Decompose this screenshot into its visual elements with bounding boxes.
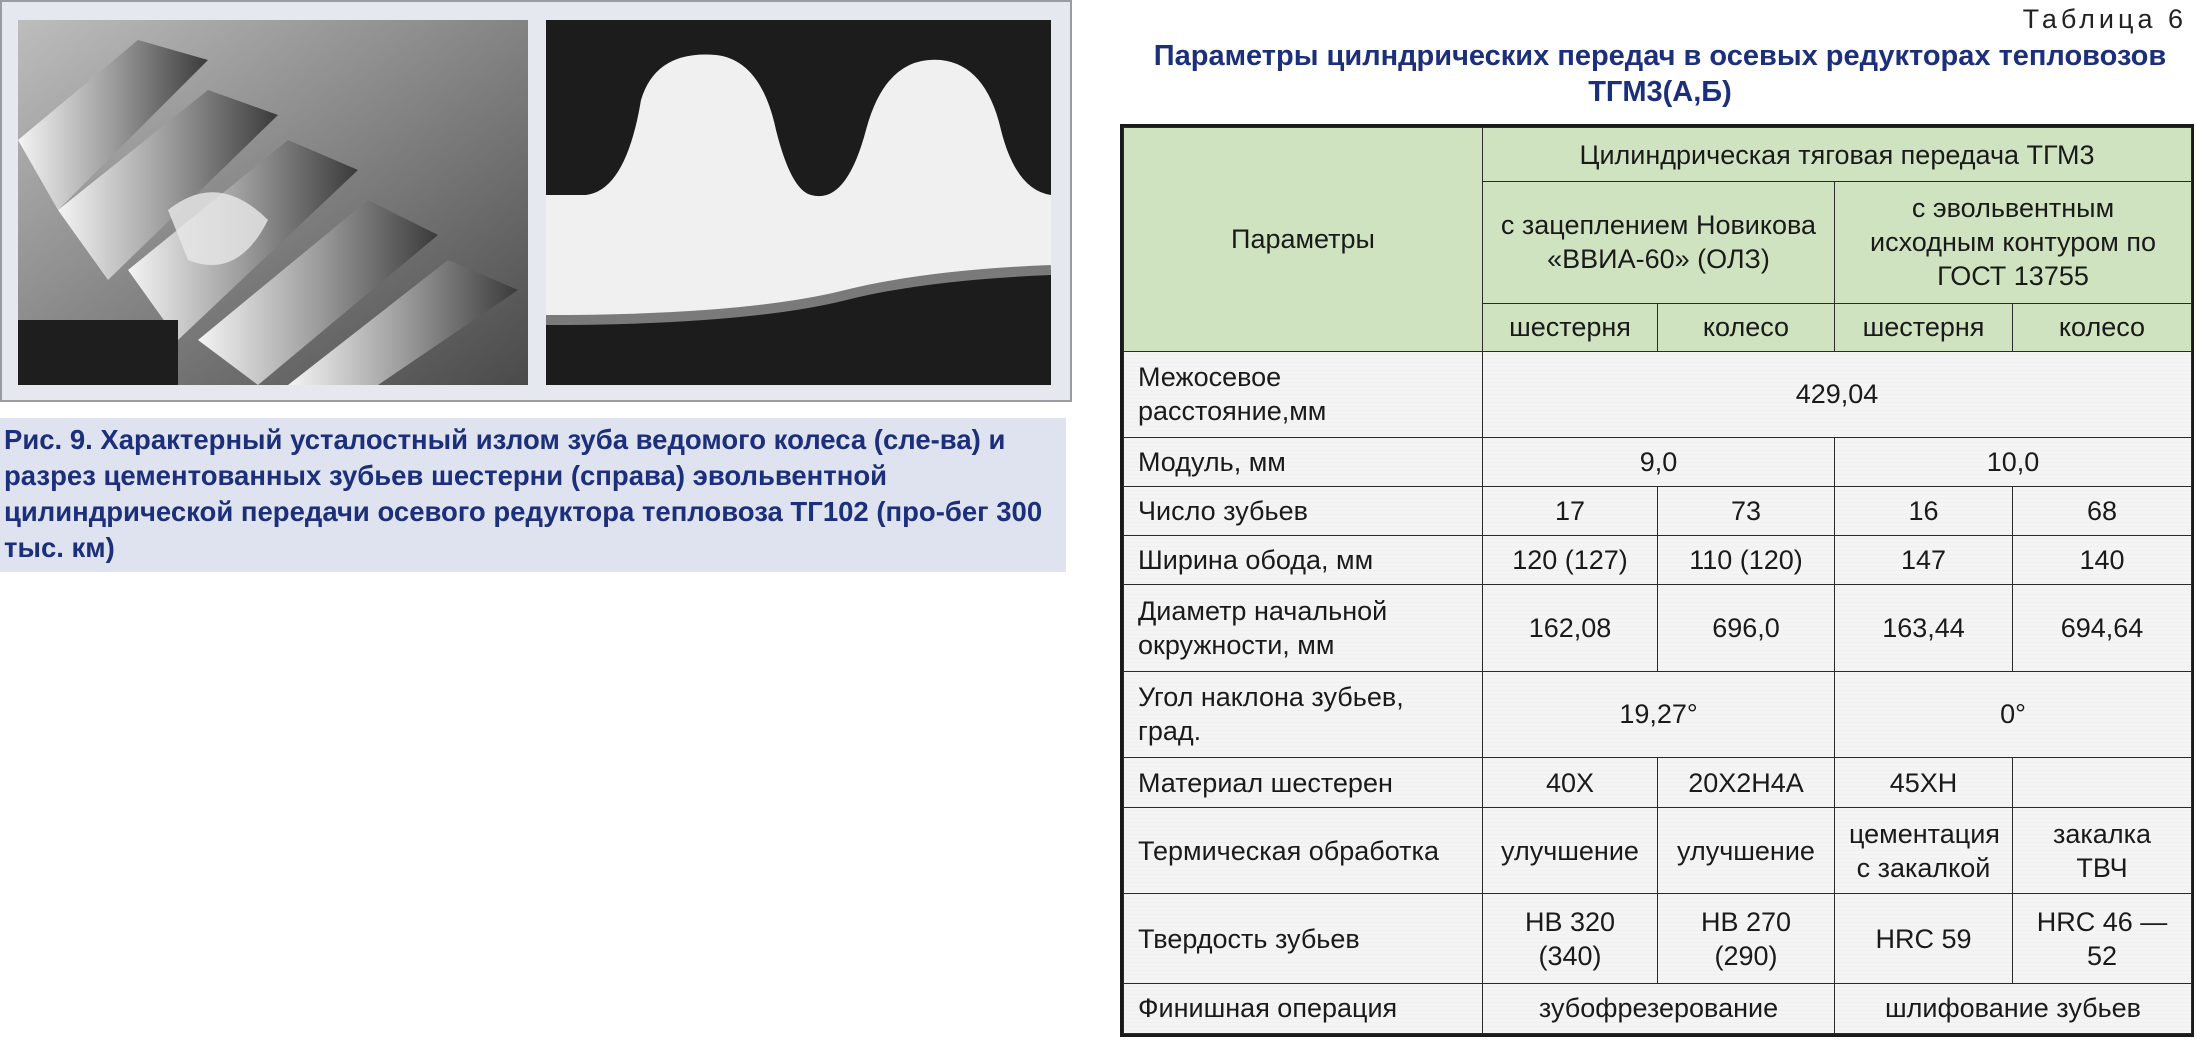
header-novikov: с зацеплением Новикова «ВВИА-60» (ОЛЗ) xyxy=(1483,182,1835,303)
table-cell: закалка ТВЧ xyxy=(2013,808,2192,894)
cell-finishing-novikov: зубофрезерование xyxy=(1483,983,1835,1033)
table-cell: 140 xyxy=(2013,536,2192,585)
table-number: Таблица 6 xyxy=(2022,4,2187,34)
header-sub-wheel: колесо xyxy=(1658,303,1835,351)
tooth-fracture-photo xyxy=(18,20,528,385)
header-involute: с эвольвентным исходным контуром по ГОСТ 13755 xyxy=(1835,182,2192,303)
table-row xyxy=(1124,671,2192,757)
table-row xyxy=(1124,351,2192,437)
table-row xyxy=(1124,894,2192,983)
cell-finishing-involute: шлифование зубьев xyxy=(1835,983,2192,1033)
table-cell: 147 xyxy=(1835,536,2013,585)
row-label: Твердость зубьев xyxy=(1124,894,1483,983)
table-row xyxy=(1124,536,2192,585)
cell-module-involute: 10,0 xyxy=(1835,438,2192,487)
table-cell: НВ 270 (290) xyxy=(1658,894,1835,983)
header-sub-wheel: колесо xyxy=(2013,303,2192,351)
table-row xyxy=(1124,487,2192,536)
row-label: Угол наклона зубьев, град. xyxy=(1124,671,1483,757)
row-label: Межосевое расстояние,мм xyxy=(1124,351,1483,437)
table-cell: 16 xyxy=(1835,487,2013,536)
table-cell: 45ХН xyxy=(1835,758,2013,808)
table-header-row xyxy=(1124,128,2192,182)
table-cell: HRC 46 — 52 xyxy=(2013,894,2192,983)
figure-photo-frame xyxy=(0,0,1072,402)
header-main-group: Цилиндрическая тяговая передача ТГМ3 xyxy=(1483,128,2192,182)
row-label: Термическая обработка xyxy=(1124,808,1483,894)
table-cell: 110 (120) xyxy=(1658,536,1835,585)
figure-caption: Рис. 9. Характерный усталостный излом зуба ведомого колеса (сле-ва) и разрез цементованных зубьев шестерни (справа) эвольвентной цилиндрической передачи осевого редуктора тепловоза ТГ102 (про-бег 300 тыс. км) xyxy=(0,418,1066,572)
table-cell: 68 xyxy=(2013,487,2192,536)
table-cell: 17 xyxy=(1483,487,1658,536)
table-cell: НВ 320 (340) xyxy=(1483,894,1658,983)
table-row xyxy=(1124,585,2192,671)
cell-helix-involute: 0° xyxy=(1835,671,2192,757)
header-params: Параметры xyxy=(1124,128,1483,352)
table-cell: 696,0 xyxy=(1658,585,1835,671)
table-row xyxy=(1124,438,2192,487)
row-label: Диаметр начальной окружности, мм xyxy=(1124,585,1483,671)
header-sub-pinion: шестерня xyxy=(1835,303,2013,351)
table-row xyxy=(1124,808,2192,894)
parameters-table xyxy=(1120,124,2194,1037)
table-cell: 162,08 xyxy=(1483,585,1658,671)
table-cell: 20Х2Н4А xyxy=(1658,758,1835,808)
table-row xyxy=(1124,758,2192,808)
table-cell: HRC 59 xyxy=(1835,894,2013,983)
row-label: Модуль, мм xyxy=(1124,438,1483,487)
row-label: Ширина обода, мм xyxy=(1124,536,1483,585)
table-cell: 40Х xyxy=(1483,758,1658,808)
row-label: Материал шестерен xyxy=(1124,758,1483,808)
table-cell: улучшение xyxy=(1658,808,1835,894)
cell-helix-novikov: 19,27° xyxy=(1483,671,1835,757)
cell-module-novikov: 9,0 xyxy=(1483,438,1835,487)
table-cell: улучшение xyxy=(1483,808,1658,894)
table-cell xyxy=(2013,758,2192,808)
table-cell: 120 (127) xyxy=(1483,536,1658,585)
table-cell: 694,64 xyxy=(2013,585,2192,671)
row-label: Финишная операция xyxy=(1124,983,1483,1033)
cell-center-distance: 429,04 xyxy=(1483,351,2192,437)
table-cell: 73 xyxy=(1658,487,1835,536)
header-sub-pinion: шестерня xyxy=(1483,303,1658,351)
table-row xyxy=(1124,983,2192,1033)
table-title: Параметры цилндрических передач в осевых редукторах тепловозов ТГМ3(А,Б) xyxy=(1153,40,2167,108)
tooth-section-photo xyxy=(546,20,1051,385)
row-label: Число зубьев xyxy=(1124,487,1483,536)
table-cell: цементация с закалкой xyxy=(1835,808,2013,894)
table-cell: 163,44 xyxy=(1835,585,2013,671)
